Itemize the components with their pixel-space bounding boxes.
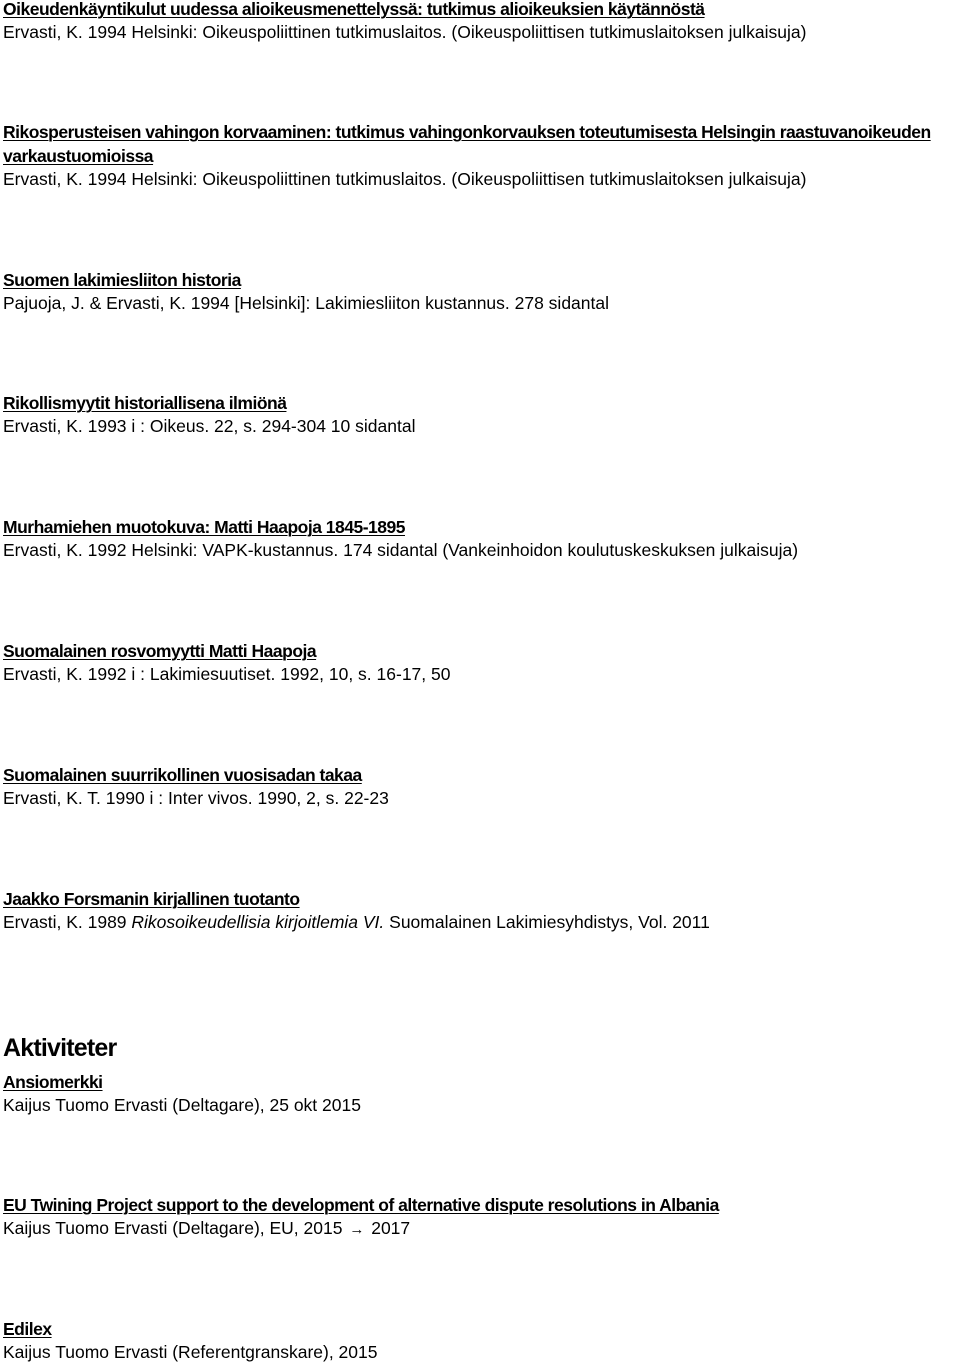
publication-title[interactable]: Rikollismyytit historiallisena ilmiönä: [3, 393, 287, 413]
publication-item: [3, 120, 953, 190]
publication-meta: Ervasti, K. 1994 Helsinki: Oikeuspoliittinen tutkimuslaitos. (Oikeuspoliittisen tutkimuslaitoksen julkaisuja): [3, 22, 807, 42]
publication-title[interactable]: Murhamiehen muotokuva: Matti Haapoja 1845-1895: [3, 517, 405, 537]
publication-meta-text: Ervasti, K. 1989: [3, 912, 132, 932]
activity-title[interactable]: Edilex: [3, 1319, 52, 1339]
publication-item: [3, 763, 953, 809]
publication-item: [3, 639, 953, 685]
publication-meta: [3, 911, 953, 933]
publication-title[interactable]: Suomalainen rosvomyytti Matti Haapoja: [3, 641, 317, 661]
activity-meta: Kaijus Tuomo Ervasti (Referentgranskare), 2015: [3, 1342, 378, 1362]
publication-meta: Ervasti, K. T. 1990 i : Inter vivos. 1990, 2, s. 22-23: [3, 788, 389, 808]
activity-meta-text: Kaijus Tuomo Ervasti (Deltagare), EU, 2015: [3, 1218, 343, 1238]
arrow-right-icon: →: [349, 1221, 365, 1238]
activity-meta-end-year: 2017: [371, 1218, 411, 1238]
activity-item: [3, 1070, 953, 1116]
publication-item: [3, 391, 953, 437]
publication-item: [3, 887, 953, 933]
publication-meta: Ervasti, K. 1993 i : Oikeus. 22, s. 294-304 10 sidantal: [3, 416, 416, 436]
publication-item: [3, 515, 953, 561]
publication-title[interactable]: Suomalainen suurrikollinen vuosisadan takaa: [3, 765, 362, 785]
activity-item: [3, 1193, 953, 1241]
activity-meta: Kaijus Tuomo Ervasti (Deltagare), 25 okt 2015: [3, 1095, 361, 1115]
publication-item: [3, 0, 953, 43]
publication-title[interactable]: Oikeudenkäyntikulut uudessa alioikeusmenettelyssä: tutkimus alioikeuksien käytännöstä: [3, 0, 705, 19]
section-heading-activities: Aktiviteter: [3, 1034, 117, 1062]
publication-series-title: Rikosoikeudellisia kirjoitlemia VI.: [131, 912, 385, 932]
publication-meta: Ervasti, K. 1992 Helsinki: VAPK-kustannus. 174 sidantal (Vankeinhoidon koulutuskeskuksen julkaisuja): [3, 540, 799, 560]
publication-title[interactable]: Jaakko Forsmanin kirjallinen tuotanto: [3, 889, 300, 909]
activity-title[interactable]: Ansiomerkki: [3, 1072, 103, 1092]
publication-title[interactable]: Rikosperusteisen vahingon korvaaminen: tutkimus vahingonkorvauksen toteutumisesta Helsingin raastuvanoikeuden varkaustuomioissa: [3, 122, 931, 166]
publication-meta-text: Suomalainen Lakimiesyhdistys, Vol. 2011: [384, 912, 710, 932]
publication-meta: Ervasti, K. 1992 i : Lakimiesuutiset. 1992, 10, s. 16-17, 50: [3, 664, 451, 684]
activity-title[interactable]: EU Twining Project support to the development of alternative dispute resolutions in Albania: [3, 1195, 719, 1215]
publication-meta: Pajuoja, J. & Ervasti, K. 1994 [Helsinki]: Lakimiesliiton kustannus. 278 sidantal: [3, 293, 610, 313]
publication-meta: Ervasti, K. 1994 Helsinki: Oikeuspoliittinen tutkimuslaitos. (Oikeuspoliittisen tutkimuslaitoksen julkaisuja): [3, 169, 807, 189]
publication-title[interactable]: Suomen lakimiesliiton historia: [3, 270, 241, 290]
activity-meta: [3, 1217, 953, 1241]
activity-item: [3, 1317, 953, 1363]
publication-item: [3, 268, 953, 314]
